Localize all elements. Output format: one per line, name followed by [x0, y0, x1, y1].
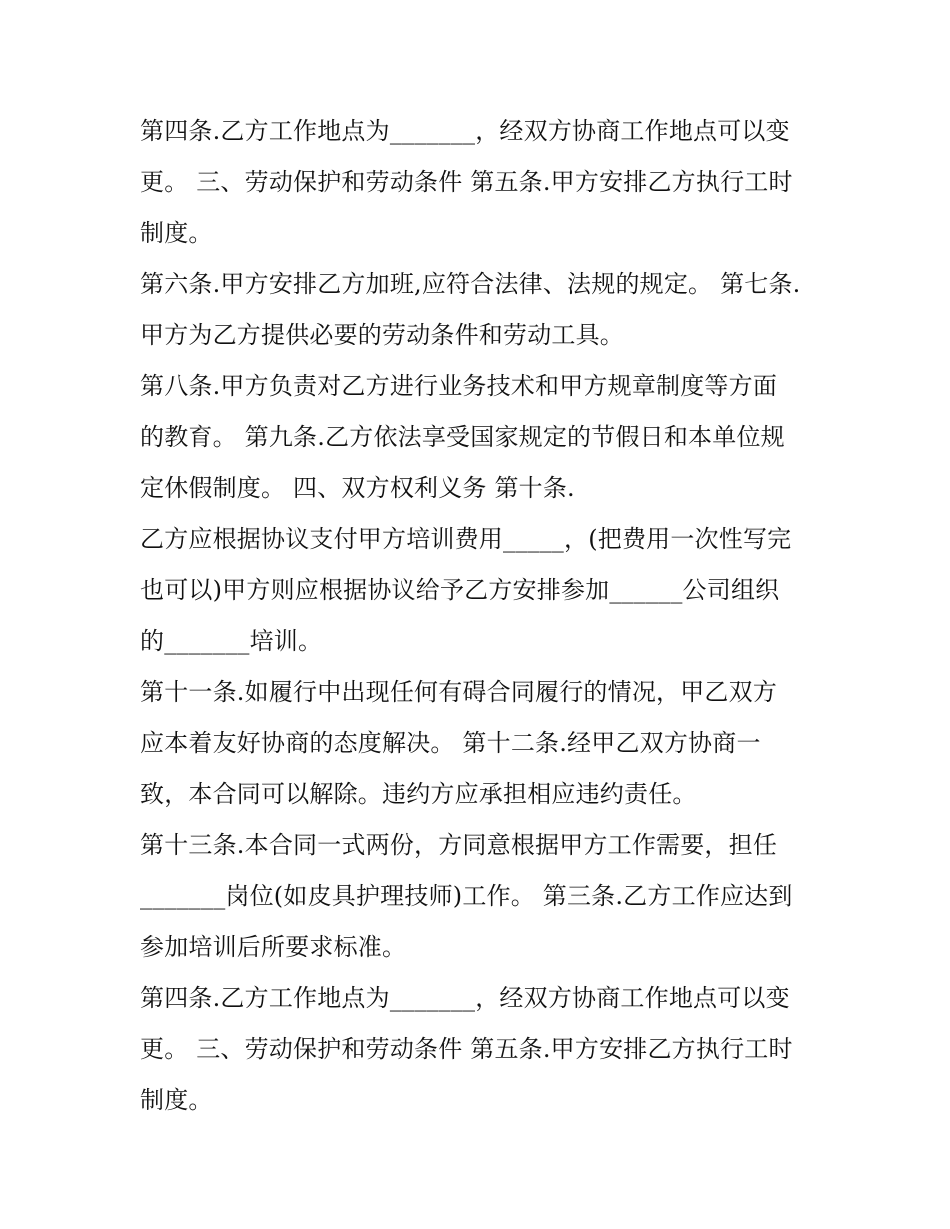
- paragraph-article-4: [140, 106, 820, 259]
- text-line: 更。 三、劳动保护和劳动条件 第五条.甲方安排乙方执行工时: [140, 168, 793, 196]
- text-line: 制度。: [140, 1086, 213, 1114]
- paragraph-article-6: [140, 259, 820, 361]
- text-line: 参加培训后所要求标准。: [140, 933, 407, 961]
- text-line: 也可以)甲方则应根据协议给予乙方安排参加______公司组织: [140, 576, 780, 604]
- text-line: 第四条.乙方工作地点为_______，经双方协商工作地点可以变: [140, 984, 790, 1012]
- text-line: 甲方为乙方提供必要的劳动条件和劳动工具。: [140, 321, 624, 349]
- text-line: _______岗位(如皮具护理技师)工作。 第三条.乙方工作应达到: [140, 882, 793, 910]
- text-line: 第四条.乙方工作地点为_______，经双方协商工作地点可以变: [140, 117, 790, 145]
- text-line: 第十三条.本合同一式两份，方同意根据甲方工作需要，担任: [140, 831, 778, 859]
- text-line: 更。 三、劳动保护和劳动条件 第五条.甲方安排乙方执行工时: [140, 1035, 793, 1063]
- document-body: [140, 106, 820, 1126]
- text-line: 第六条.甲方安排乙方加班,应符合法律、法规的规定。 第七条.: [140, 270, 801, 298]
- text-line: 第八条.甲方负责对乙方进行业务技术和甲方规章制度等方面: [140, 372, 778, 400]
- text-line: 定休假制度。 四、双方权利义务 第十条.: [140, 474, 575, 502]
- paragraph-article-13: [140, 820, 820, 973]
- text-line: 的_______培训。: [140, 627, 323, 655]
- text-line: 应本着友好协商的态度解决。 第十二条.经甲乙双方协商一: [140, 729, 761, 757]
- paragraph-article-11: [140, 667, 820, 820]
- text-line: 的教育。 第九条.乙方依法享受国家规定的节假日和本单位规: [140, 423, 785, 451]
- text-line: 第十一条.如履行中出现任何有碍合同履行的情况，甲乙双方: [140, 678, 778, 706]
- text-line: 致，本合同可以解除。违约方应承担相应违约责任。: [140, 780, 697, 808]
- text-line: 乙方应根据协议支付甲方培训费用_____，(把费用一次性写完: [140, 525, 792, 553]
- paragraph-article-8: [140, 361, 820, 514]
- paragraph-article-4-repeat: [140, 973, 820, 1126]
- paragraph-training-fee: [140, 514, 820, 667]
- text-line: 制度。: [140, 219, 213, 247]
